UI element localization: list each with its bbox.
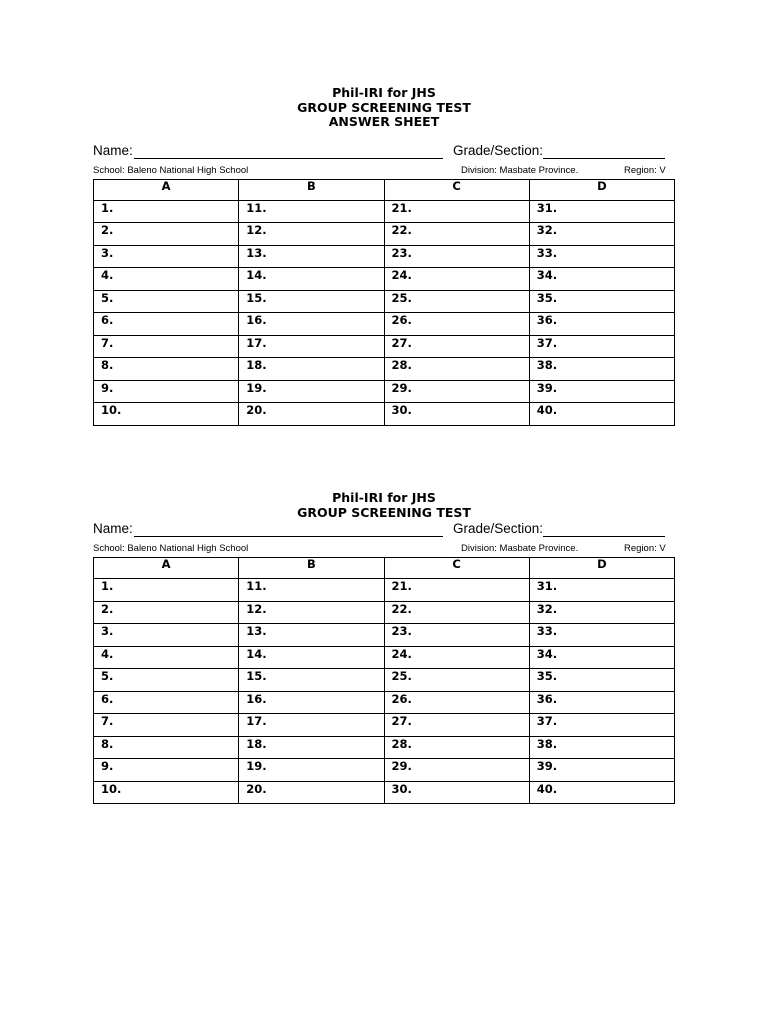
table-row (94, 781, 675, 804)
answer-cell[interactable]: 10. (94, 403, 239, 426)
answer-cell[interactable]: 4. (94, 646, 239, 669)
table-row (94, 624, 675, 647)
column-header-a: A (94, 179, 239, 200)
school-info-row (93, 543, 675, 557)
table-header-row (94, 558, 675, 579)
sheet-title-line-2: GROUP SCREENING TEST (297, 504, 471, 520)
school-label: School: Baleno National High School (93, 164, 249, 176)
column-header-b: B (239, 179, 384, 200)
division-label: Division: Masbate Province. (461, 543, 579, 554)
answer-cell[interactable]: 35. (529, 669, 674, 692)
table-header-row (94, 179, 675, 200)
name-grade-row (93, 521, 675, 541)
division-label: Division: Masbate Province. (461, 164, 579, 176)
column-header-c: C (384, 179, 529, 200)
answer-cell[interactable]: 38. (529, 358, 674, 381)
answer-cell[interactable]: 29. (384, 759, 529, 782)
table-row (94, 579, 675, 602)
answer-cell[interactable]: 2. (94, 223, 239, 246)
answer-cell[interactable]: 1. (94, 579, 239, 602)
answer-cell[interactable]: 22. (384, 601, 529, 624)
answer-cell[interactable]: 4. (94, 268, 239, 291)
table-row (94, 759, 675, 782)
answer-cell[interactable]: 12. (239, 601, 384, 624)
answer-cell[interactable]: 14. (239, 268, 384, 291)
answer-cell[interactable]: 40. (529, 781, 674, 804)
answer-cell[interactable]: 20. (239, 403, 384, 426)
answer-cell[interactable]: 5. (94, 669, 239, 692)
school-info-row (93, 165, 675, 179)
name-blank-line[interactable] (134, 536, 443, 537)
answer-cell[interactable]: 9. (94, 380, 239, 403)
answer-cell[interactable]: 35. (529, 290, 674, 313)
column-header-c: C (384, 558, 529, 579)
region-label: Region: V (624, 164, 666, 176)
answer-cell[interactable]: 36. (529, 691, 674, 714)
answer-cell[interactable]: 29. (384, 380, 529, 403)
answer-cell[interactable]: 7. (94, 335, 239, 358)
answer-cell[interactable]: 26. (384, 691, 529, 714)
answer-cell[interactable]: 7. (94, 714, 239, 737)
answer-cell[interactable]: 24. (384, 268, 529, 291)
answer-cell[interactable]: 30. (384, 781, 529, 804)
answer-cell[interactable]: 39. (529, 759, 674, 782)
name-blank-line[interactable] (134, 158, 443, 159)
answer-cell[interactable]: 32. (529, 223, 674, 246)
answer-cell[interactable]: 14. (239, 646, 384, 669)
answer-cell[interactable]: 15. (239, 669, 384, 692)
answer-cell[interactable]: 33. (529, 245, 674, 268)
answer-cell[interactable]: 13. (239, 624, 384, 647)
answer-cell[interactable]: 25. (384, 290, 529, 313)
answer-cell[interactable]: 34. (529, 646, 674, 669)
answer-cell[interactable]: 22. (384, 223, 529, 246)
table-row (94, 245, 675, 268)
answer-cell[interactable]: 28. (384, 358, 529, 381)
answer-cell[interactable]: 19. (239, 759, 384, 782)
table-row (94, 403, 675, 426)
table-row (94, 714, 675, 737)
table-row (94, 290, 675, 313)
answer-rows (94, 579, 675, 804)
answer-cell[interactable]: 27. (384, 714, 529, 737)
answer-cell[interactable]: 25. (384, 669, 529, 692)
column-header-d: D (529, 558, 674, 579)
answer-cell[interactable]: 5. (94, 290, 239, 313)
answer-cell[interactable]: 8. (94, 736, 239, 759)
grade-section-label: Grade/Section: (453, 142, 544, 158)
answer-cell[interactable]: 31. (529, 579, 674, 602)
answer-cell[interactable]: 9. (94, 759, 239, 782)
answer-cell[interactable]: 3. (94, 245, 239, 268)
answer-cell[interactable]: 30. (384, 403, 529, 426)
answer-cell[interactable]: 26. (384, 313, 529, 336)
answer-cell[interactable]: 31. (529, 200, 674, 223)
answer-cell[interactable]: 10. (94, 781, 239, 804)
table-row (94, 380, 675, 403)
table-row (94, 313, 675, 336)
answer-cell[interactable]: 37. (529, 714, 674, 737)
name-label: Name: (93, 521, 133, 536)
answer-cell[interactable]: 16. (239, 691, 384, 714)
answer-cell[interactable]: 24. (384, 646, 529, 669)
table-row (94, 223, 675, 246)
answer-cell[interactable]: 6. (94, 313, 239, 336)
answer-cell[interactable]: 32. (529, 601, 674, 624)
grade-section-label: Grade/Section: (453, 521, 544, 536)
table-row (94, 335, 675, 358)
answer-cell[interactable]: 8. (94, 358, 239, 381)
table-row (94, 358, 675, 381)
answer-cell[interactable]: 37. (529, 335, 674, 358)
answer-sheet-2 (93, 491, 675, 804)
answer-sheet-1 (93, 86, 675, 426)
region-label: Region: V (624, 543, 666, 554)
name-label: Name: (93, 142, 133, 158)
answer-cell[interactable]: 19. (239, 380, 384, 403)
sheet-title-line-3: ANSWER SHEET (328, 114, 440, 129)
answer-cell[interactable]: 17. (239, 335, 384, 358)
school-label: School: Baleno National High School (93, 543, 249, 554)
answer-table (93, 179, 675, 426)
table-row (94, 646, 675, 669)
answer-cell[interactable]: 20. (239, 781, 384, 804)
table-row (94, 736, 675, 759)
grade-section-blank-line[interactable] (543, 158, 665, 159)
name-grade-row (93, 143, 675, 163)
answer-rows (94, 200, 675, 425)
answer-cell[interactable]: 23. (384, 245, 529, 268)
answer-cell[interactable]: 18. (239, 358, 384, 381)
answer-cell[interactable]: 18. (239, 736, 384, 759)
sheet-title-line-2: GROUP SCREENING TEST (297, 99, 471, 115)
answer-cell[interactable]: 36. (529, 313, 674, 336)
answer-cell[interactable]: 3. (94, 624, 239, 647)
answer-cell[interactable]: 1. (94, 200, 239, 223)
answer-cell[interactable]: 28. (384, 736, 529, 759)
answer-cell[interactable]: 2. (94, 601, 239, 624)
answer-cell[interactable]: 15. (239, 290, 384, 313)
answer-cell[interactable]: 17. (239, 714, 384, 737)
sheet-title-line-1: Phil-IRI for JHS (332, 490, 436, 505)
grade-section-blank-line[interactable] (543, 536, 665, 537)
answer-cell[interactable]: 11. (239, 200, 384, 223)
sheet-title-line-1: Phil-IRI for JHS (332, 85, 436, 100)
answer-cell[interactable]: 27. (384, 335, 529, 358)
answer-cell[interactable]: 40. (529, 403, 674, 426)
column-header-a: A (94, 558, 239, 579)
table-row (94, 669, 675, 692)
answer-cell[interactable]: 21. (384, 579, 529, 602)
answer-cell[interactable]: 12. (239, 223, 384, 246)
answer-cell[interactable]: 33. (529, 624, 674, 647)
answer-cell[interactable]: 21. (384, 200, 529, 223)
answer-cell[interactable]: 11. (239, 579, 384, 602)
answer-cell[interactable]: 23. (384, 624, 529, 647)
table-row (94, 601, 675, 624)
answer-cell[interactable]: 13. (239, 245, 384, 268)
column-header-b: B (239, 558, 384, 579)
column-header-d: D (529, 179, 674, 200)
table-row (94, 200, 675, 223)
answer-cell[interactable]: 34. (529, 268, 674, 291)
answer-table (93, 557, 675, 804)
answer-cell[interactable]: 38. (529, 736, 674, 759)
table-row (94, 691, 675, 714)
answer-cell[interactable]: 39. (529, 380, 674, 403)
table-row (94, 268, 675, 291)
answer-cell[interactable]: 6. (94, 691, 239, 714)
answer-cell[interactable]: 16. (239, 313, 384, 336)
